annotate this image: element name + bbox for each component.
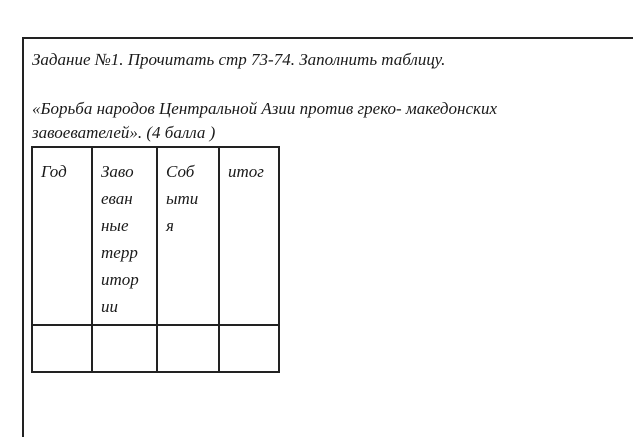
header-label-year: Год [41,162,67,181]
table-row [32,325,279,372]
fill-in-table [31,146,280,373]
table-cell-result [219,325,279,372]
table-cell-year [32,325,92,372]
header-cell-conquered-territories [92,147,157,325]
header-label-conquered-territories: Заво еван ные терр итор ии [101,162,139,316]
header-cell-result [219,147,279,325]
header-cell-year [32,147,92,325]
table-cell-events [157,325,219,372]
header-label-result: итог [228,162,264,181]
task-instruction: Задание №1. Прочитать стр 73-74. Заполнить таблицу. [32,50,446,69]
header-cell-events [157,147,219,325]
header-label-events: Соб ыти я [166,162,199,235]
table-cell-conquered-territories [92,325,157,372]
table-header-row [32,147,279,325]
topic-title: «Борьба народов Центральной Азии против греко- македонских завоевателей». (4 балла ) [32,99,498,142]
